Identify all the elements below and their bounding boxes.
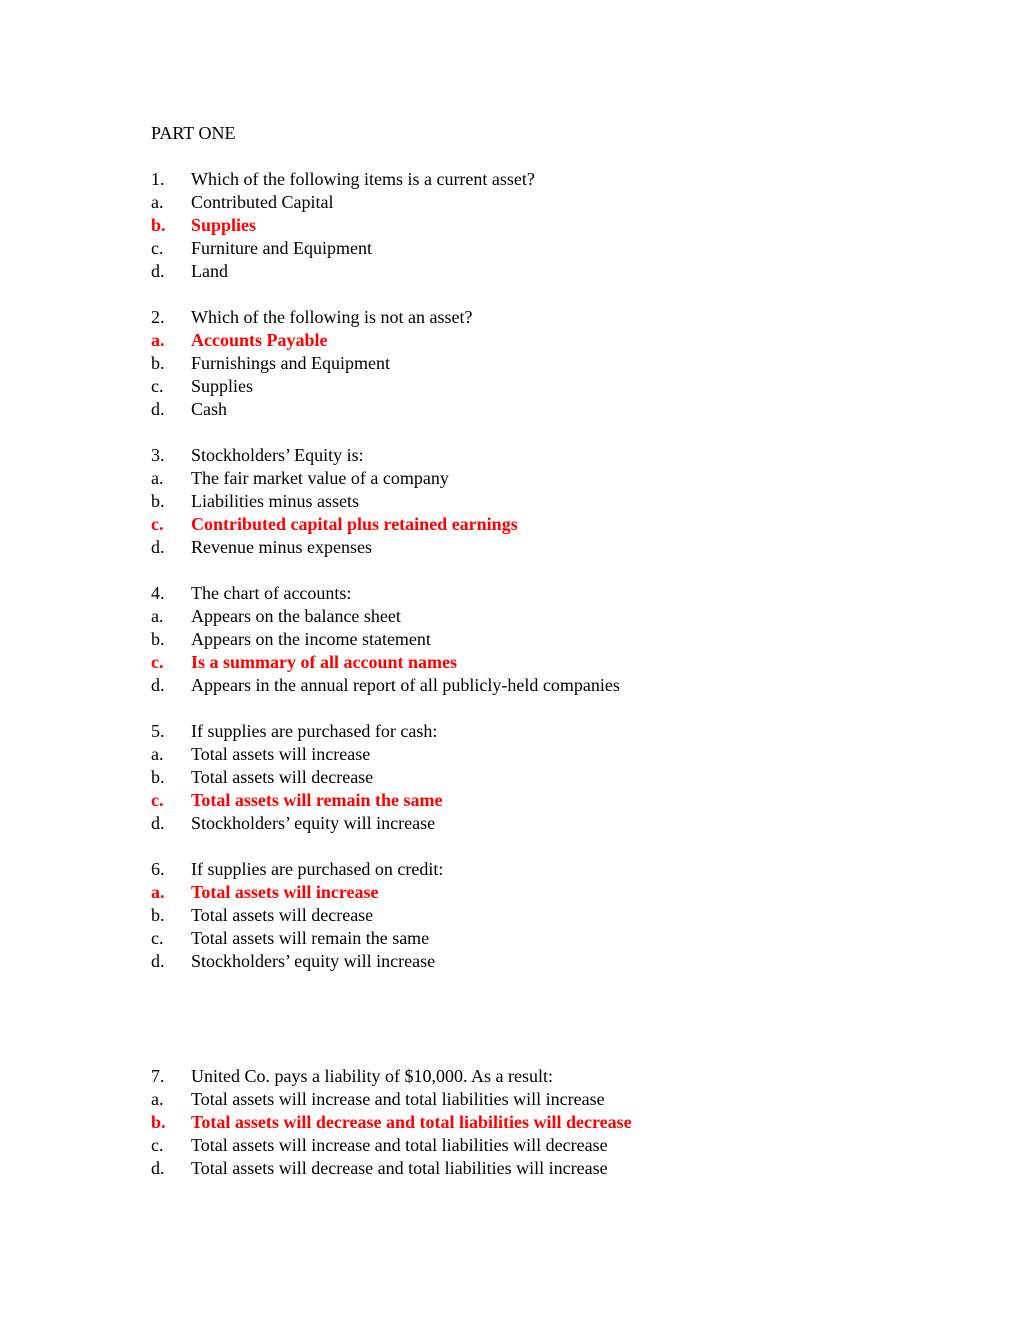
question-6 — [151, 858, 851, 973]
option-text: Appears in the annual report of all publicly-held companies — [191, 675, 620, 695]
question-number: 7. — [151, 1066, 165, 1086]
option-letter: c. — [151, 514, 164, 534]
option-text: Appears on the balance sheet — [191, 606, 401, 626]
question-stem — [151, 582, 851, 605]
option-letter: b. — [151, 905, 165, 925]
question-text: The chart of accounts: — [191, 583, 352, 603]
correct-answer-option — [151, 789, 851, 812]
option-text: Is a summary of all account names — [191, 652, 457, 672]
question-5 — [151, 720, 851, 835]
answer-option — [151, 628, 851, 651]
option-letter: a. — [151, 468, 164, 488]
option-text: The fair market value of a company — [191, 468, 449, 488]
option-letter: b. — [151, 491, 165, 511]
option-letter: b. — [151, 1112, 166, 1132]
option-text: Supplies — [191, 215, 257, 235]
correct-answer-option — [151, 214, 851, 237]
answer-option — [151, 260, 851, 283]
question-2 — [151, 306, 851, 421]
option-letter: d. — [151, 399, 165, 419]
option-text: Total assets will increase and total liabilities will increase — [191, 1089, 605, 1109]
answer-option — [151, 1134, 851, 1157]
correct-answer-option — [151, 513, 851, 536]
option-text: Total assets will decrease and total liabilities will decrease — [191, 1112, 632, 1132]
answer-option — [151, 536, 851, 559]
option-text: Cash — [191, 399, 227, 419]
option-letter: b. — [151, 215, 166, 235]
answer-option — [151, 1157, 851, 1180]
question-text: United Co. pays a liability of $10,000. As a result: — [191, 1066, 553, 1086]
option-letter: d. — [151, 1158, 165, 1178]
option-text: Total assets will increase — [191, 744, 371, 764]
question-1 — [151, 168, 851, 283]
option-letter: c. — [151, 376, 164, 396]
question-text: If supplies are purchased on credit: — [191, 859, 444, 879]
answer-option — [151, 904, 851, 927]
answer-option — [151, 674, 851, 697]
option-letter: c. — [151, 238, 164, 258]
option-letter: b. — [151, 767, 165, 787]
option-text: Stockholders’ equity will increase — [191, 951, 436, 971]
option-letter: c. — [151, 790, 164, 810]
correct-answer-option — [151, 1111, 851, 1134]
question-stem — [151, 306, 851, 329]
answer-option — [151, 950, 851, 973]
option-letter: b. — [151, 629, 165, 649]
question-number: 4. — [151, 583, 165, 603]
question-number: 3. — [151, 445, 165, 465]
option-letter: a. — [151, 330, 165, 350]
option-letter: d. — [151, 261, 165, 281]
answer-option — [151, 490, 851, 513]
question-number: 5. — [151, 721, 165, 741]
option-letter: d. — [151, 675, 165, 695]
question-7 — [151, 1065, 851, 1180]
option-letter: d. — [151, 813, 165, 833]
option-letter: a. — [151, 1089, 164, 1109]
option-letter: c. — [151, 1135, 164, 1155]
option-letter: d. — [151, 951, 165, 971]
answer-option — [151, 1088, 851, 1111]
option-text: Stockholders’ equity will increase — [191, 813, 436, 833]
option-text: Total assets will decrease — [191, 767, 374, 787]
answer-option — [151, 812, 851, 835]
answer-option — [151, 375, 851, 398]
answer-option — [151, 766, 851, 789]
answer-option — [151, 237, 851, 260]
option-text: Liabilities minus assets — [191, 491, 359, 511]
option-letter: c. — [151, 928, 164, 948]
option-text: Accounts Payable — [191, 330, 328, 350]
correct-answer-option — [151, 651, 851, 674]
question-4 — [151, 582, 851, 697]
option-text: Total assets will increase and total liabilities will decrease — [191, 1135, 608, 1155]
option-text: Total assets will remain the same — [191, 790, 443, 810]
option-letter: b. — [151, 353, 165, 373]
question-text: Which of the following is not an asset? — [191, 307, 473, 327]
option-letter: a. — [151, 882, 165, 902]
option-text: Supplies — [191, 376, 254, 396]
correct-answer-option — [151, 329, 851, 352]
answer-option — [151, 927, 851, 950]
question-3 — [151, 444, 851, 559]
answer-option — [151, 352, 851, 375]
question-number: 1. — [151, 169, 165, 189]
answer-option — [151, 398, 851, 421]
option-text: Furniture and Equipment — [191, 238, 372, 258]
option-text: Contributed capital plus retained earnings — [191, 514, 518, 534]
option-text: Total assets will remain the same — [191, 928, 430, 948]
option-text: Appears on the income statement — [191, 629, 431, 649]
option-text: Contributed Capital — [191, 192, 334, 212]
question-text: Which of the following items is a current asset? — [191, 169, 535, 189]
option-text: Total assets will decrease — [191, 905, 374, 925]
option-text: Revenue minus expenses — [191, 537, 372, 557]
question-text: Stockholders’ Equity is: — [191, 445, 364, 465]
option-letter: a. — [151, 192, 164, 212]
answer-option — [151, 743, 851, 766]
question-number: 2. — [151, 307, 165, 327]
question-stem — [151, 720, 851, 743]
option-letter: d. — [151, 537, 165, 557]
question-stem — [151, 168, 851, 191]
question-stem — [151, 1065, 851, 1088]
option-text: Furnishings and Equipment — [191, 353, 390, 373]
question-text: If supplies are purchased for cash: — [191, 721, 438, 741]
option-text: Total assets will decrease and total liabilities will increase — [191, 1158, 608, 1178]
answer-option — [151, 605, 851, 628]
option-letter: c. — [151, 652, 164, 672]
option-text: Land — [191, 261, 228, 281]
question-stem — [151, 858, 851, 881]
option-letter: a. — [151, 744, 164, 764]
question-number: 6. — [151, 859, 165, 879]
answer-option — [151, 191, 851, 214]
question-stem — [151, 444, 851, 467]
option-text: Total assets will increase — [191, 882, 379, 902]
page-title: PART ONE — [151, 123, 236, 143]
correct-answer-option — [151, 881, 851, 904]
option-letter: a. — [151, 606, 164, 626]
answer-option — [151, 467, 851, 490]
